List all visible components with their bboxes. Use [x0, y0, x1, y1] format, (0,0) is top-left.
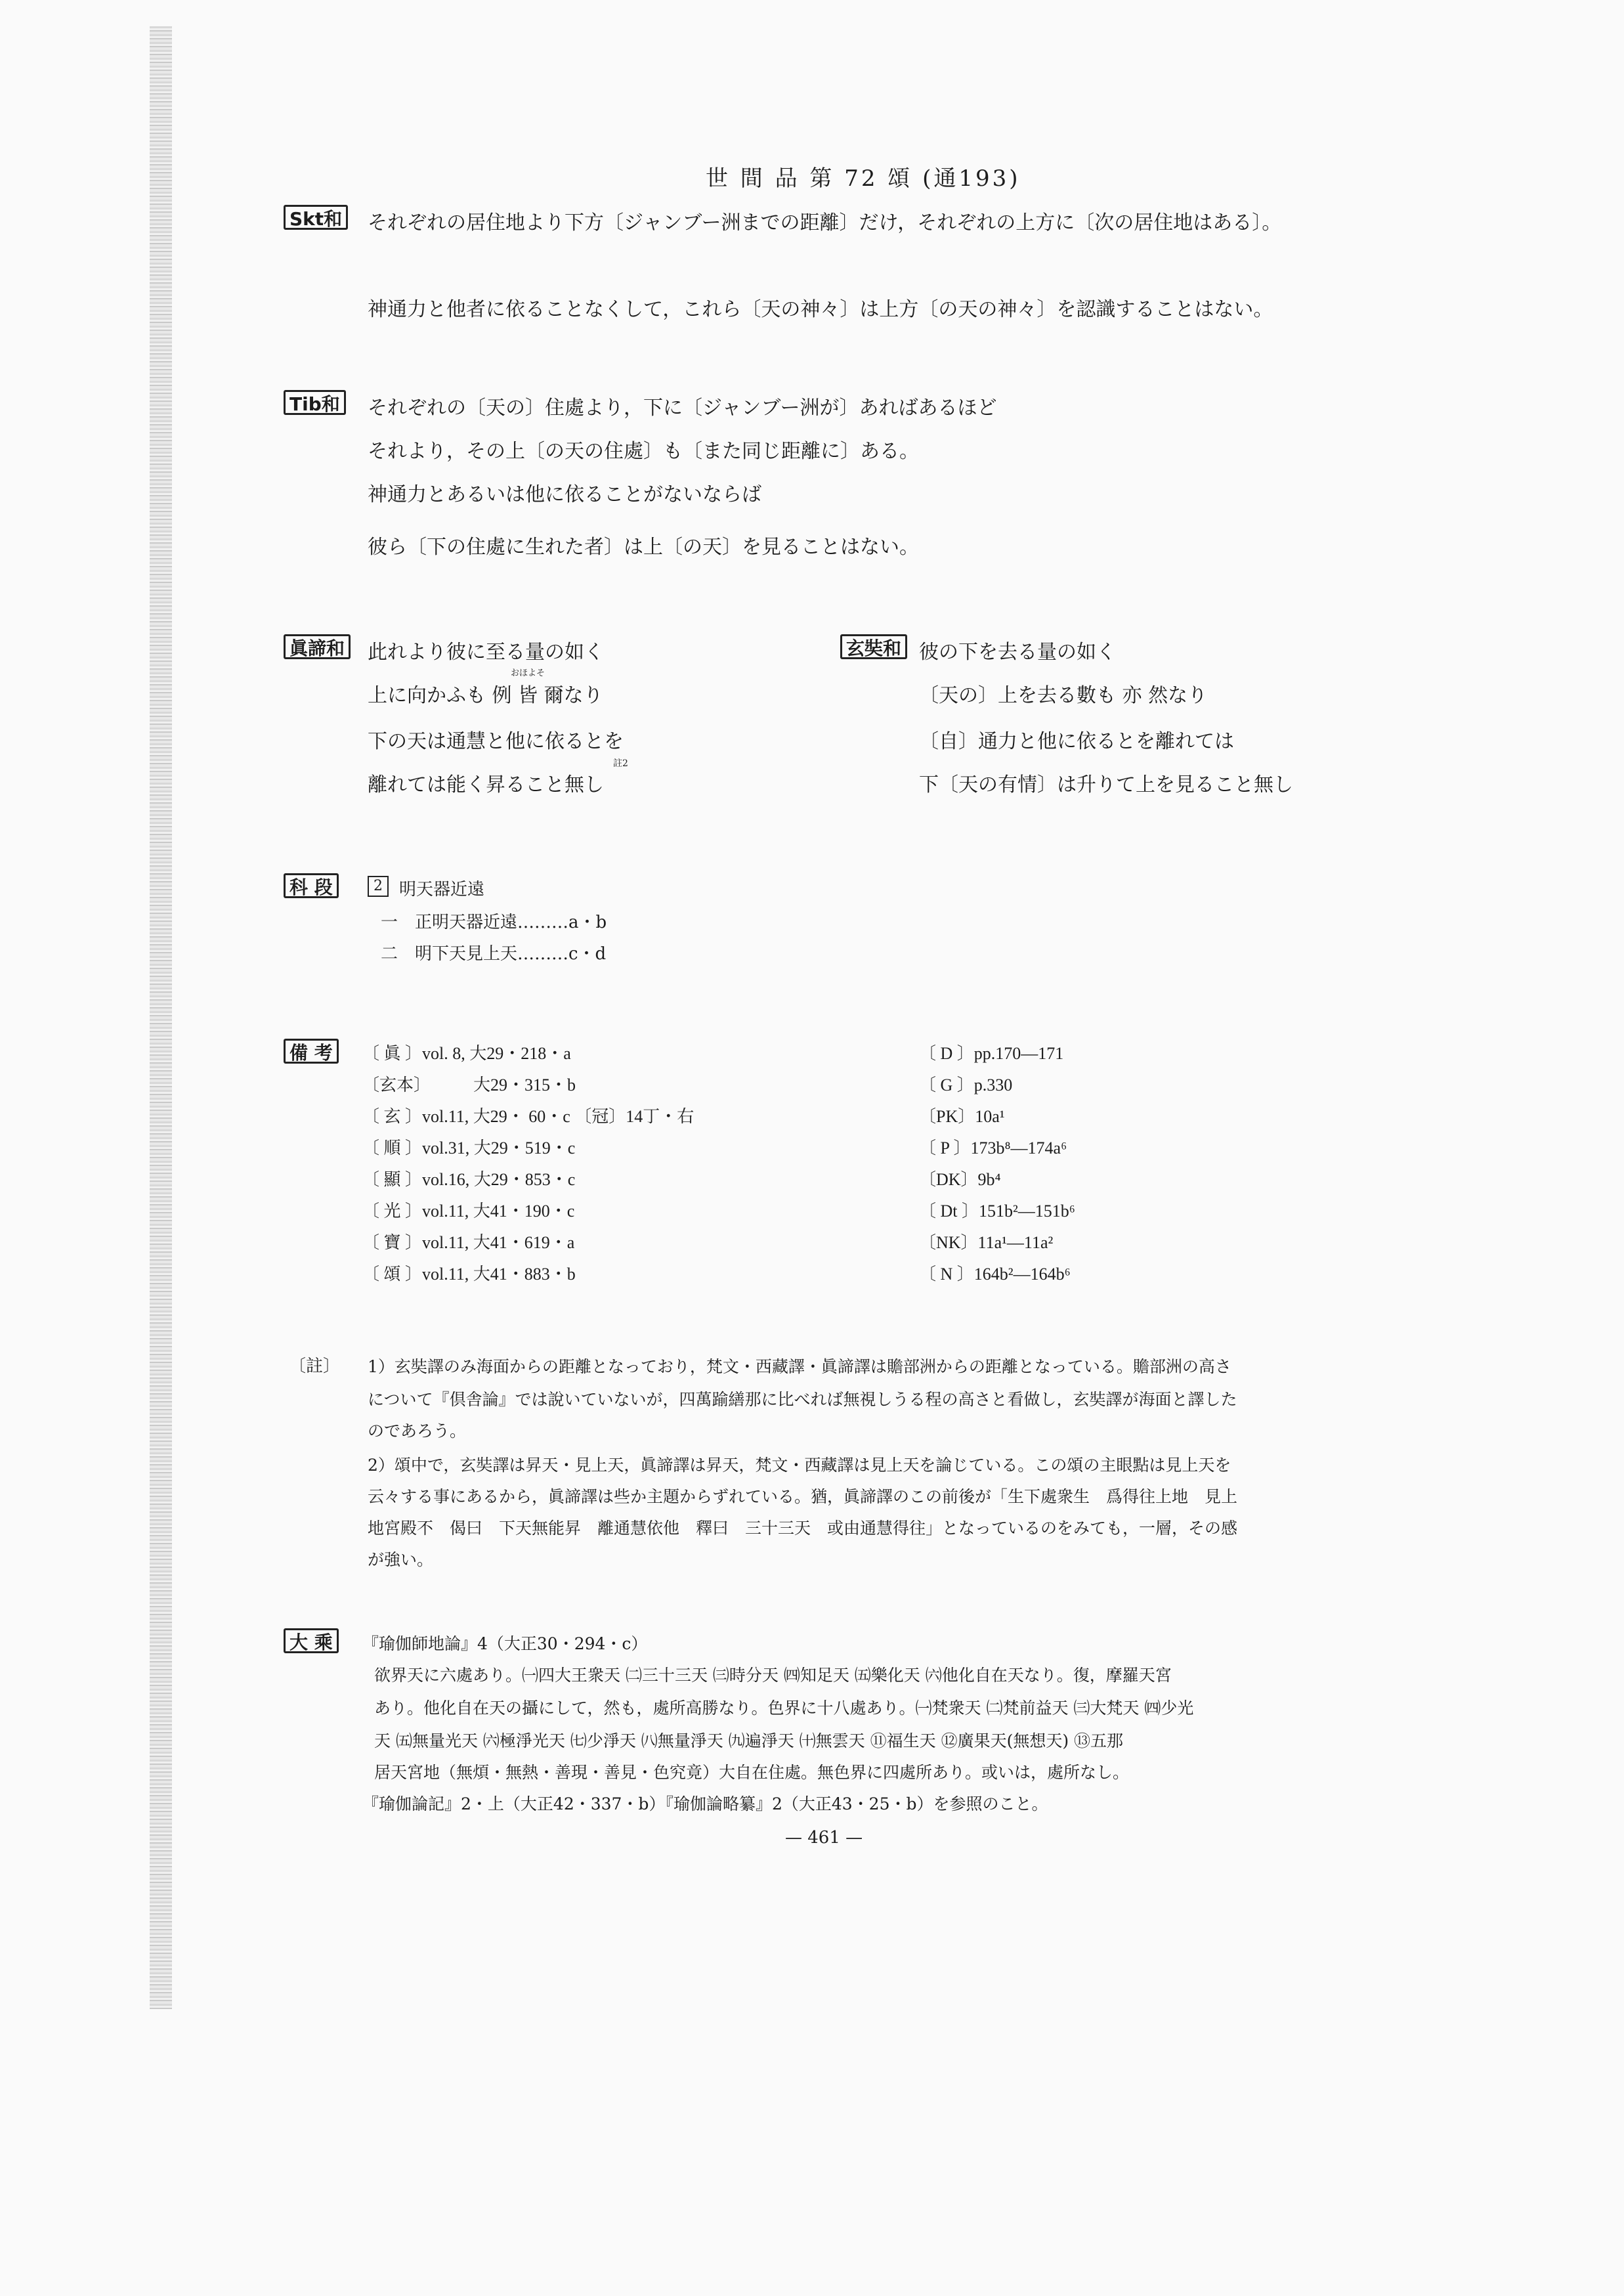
- biko-right-7: 〔NK〕11a¹—11a²: [919, 1233, 1054, 1252]
- genjo-line-2: 〔天の〕上を去る數も 亦 然なり: [919, 684, 1208, 707]
- genjo-label: 玄奘和: [840, 634, 907, 659]
- notes-line-2: について『倶舎論』では說いていないが，四萬踰繕那に比べれば無視しうる程の高さと看做し，玄奘譯が海面と譯した: [368, 1390, 1237, 1409]
- biko-right-4: 〔 P 〕173b⁸—174a⁶: [919, 1138, 1067, 1158]
- daijo-line-4: 天 ㈤無量光天 ㈥極淨光天 ㈦少淨天 ㈧無量淨天 ㈨遍淨天 ㈩無雲天 ⑪福生天 ⑫廣果天(無想天) ⑬五那: [374, 1731, 1124, 1750]
- biko-right-6: 〔 Dt 〕151b²—151b⁶: [919, 1202, 1075, 1221]
- tib-line-4: 彼ら〔下の住處に生れた者〕は上〔の天〕を見ることはない。: [368, 536, 919, 559]
- genjo-line-1: 彼の下を去る量の如く: [919, 641, 1116, 664]
- tib-line-3: 神通力とあるいは他に依ることがないならば: [368, 483, 761, 506]
- biko-right-5: 〔DK〕9b⁴: [919, 1170, 1001, 1189]
- skt-label: Skt和: [284, 205, 348, 230]
- tib-label: Tib和: [284, 390, 346, 415]
- biko-right-2: 〔 G 〕p.330: [919, 1075, 1013, 1094]
- page-title: 世 間 品 第 72 頌 (通193): [706, 165, 1021, 192]
- daijo-line-5: 居天宮地（無煩・無熱・善現・善見・色究竟）大自在住處。無色界に四處所あり。或いは，處所なし。: [374, 1763, 1130, 1782]
- skt-line-1: それぞれの居住地より下方〔ジャンブー洲までの距離〕だけ，それぞれの上方に〔次の居住地はある〕。: [368, 211, 1282, 234]
- notes-label: 〔註〕: [289, 1356, 341, 1376]
- biko-left-6: 〔 光 〕vol.11, 大41・190・c: [362, 1202, 575, 1221]
- shindai-line-4: 離れては能く昇ること無し: [368, 773, 604, 796]
- biko-left-1: 〔 眞 〕vol. 8, 大29・218・a: [362, 1044, 571, 1063]
- biko-left-4: 〔 順 〕vol.31, 大29・519・c: [362, 1138, 576, 1158]
- daijo-line-6: 『瑜伽論記』2・上（大正42・337・b）『瑜伽論略纂』2（大正43・25・b）を参照のこと。: [362, 1794, 1048, 1813]
- daijo-line-3: あり。他化自在天の攝にして，然も，處所高勝なり。色界に十八處あり。㈠梵衆天 ㈡梵前益天 ㈢大梵天 ㈣少光: [374, 1699, 1194, 1718]
- shindai-ruby: おほよそ: [511, 668, 545, 678]
- kadan-item-2: 二 明下天見上天………c・d: [381, 944, 607, 964]
- kadan-label: 科 段: [284, 873, 339, 898]
- biko-left-5: 〔 顯 〕vol.16, 大29・853・c: [362, 1170, 576, 1189]
- biko-left-8: 〔 頌 〕vol.11, 大41・883・b: [362, 1265, 576, 1284]
- page-number: — 461 —: [785, 1828, 863, 1848]
- daijo-label: 大 乘: [284, 1628, 339, 1653]
- daijo-line-1: 『瑜伽師地論』4（大正30・294・c）: [362, 1634, 648, 1653]
- tib-line-1: それぞれの〔天の〕住處より，下に〔ジャンブー洲が〕あればあるほど: [368, 397, 997, 420]
- shindai-line-2: 上に向かふも 例 皆 爾なり: [368, 684, 603, 707]
- notes-line-7: が強い。: [368, 1550, 434, 1569]
- shindai-line-3: 下の天は通慧と他に依るとを: [368, 730, 624, 753]
- shindai-label: 眞諦和: [284, 634, 351, 659]
- biko-left-3: 〔 玄 〕vol.11, 大29・ 60・c 〔冠〕14丁・右: [362, 1107, 694, 1126]
- biko-right-8: 〔 N 〕164b²—164b⁶: [919, 1265, 1071, 1284]
- daijo-line-2: 欲界天に六處あり。㈠四大王衆天 ㈡三十三天 ㈢時分天 ㈣知足天 ㈤樂化天 ㈥他化自在天なり。復，摩羅天宮: [374, 1666, 1172, 1685]
- notes-line-5: 云々する事にあるから，眞諦譯は些か主題からずれている。猶，眞諦譯のこの前後が「生下處衆生 爲得往上地 見上: [368, 1487, 1238, 1506]
- kadan-number: 2: [368, 876, 389, 897]
- genjo-line-4: 下〔天の有情〕は升りて上を見ること無し: [919, 773, 1293, 796]
- kadan-title: 明天器近遠: [399, 880, 485, 899]
- notes-line-1: 1）玄奘譯のみ海面からの距離となっており，梵文・西藏譯・眞諦譯は贍部洲からの距離となっている。贍部洲の高さ: [368, 1357, 1231, 1376]
- biko-right-1: 〔 D 〕pp.170—171: [919, 1044, 1064, 1063]
- biko-right-3: 〔PK〕10a¹: [919, 1107, 1005, 1126]
- kadan-item-1: 一 正明天器近遠………a・b: [381, 913, 607, 932]
- biko-left-2: 〔玄本〕 大29・315・b: [362, 1075, 576, 1094]
- scan-edge: [150, 26, 172, 2009]
- notes-line-6: 地宮殿不 偈曰 下天無能昇 離通慧依他 釋曰 三十三天 或由通慧得往」となっているのをみても，一層，その感: [368, 1519, 1238, 1538]
- tib-line-2: それより，その上〔の天の住處〕も〔また同じ距離に〕ある。: [368, 440, 919, 463]
- biko-left-7: 〔 寶 〕vol.11, 大41・619・a: [362, 1233, 575, 1252]
- shindai-note-mark: 註2: [613, 758, 628, 769]
- shindai-line-1: 此れより彼に至る量の如く: [368, 641, 604, 664]
- skt-line-2: 神通力と他者に依ることなくして，これら〔天の神々〕は上方〔の天の神々〕を認識することはない。: [368, 298, 1273, 321]
- notes-line-3: のであろう。: [368, 1421, 467, 1440]
- biko-label: 備 考: [284, 1039, 339, 1064]
- notes-line-4: 2）頌中で，玄奘譯は昇天・見上天，眞諦譯は昇天，梵文・西藏譯は見上天を論じている。この頌の主眼點は見上天を: [368, 1456, 1231, 1475]
- genjo-line-3: 〔自〕通力と他に依るとを離れては: [919, 730, 1234, 753]
